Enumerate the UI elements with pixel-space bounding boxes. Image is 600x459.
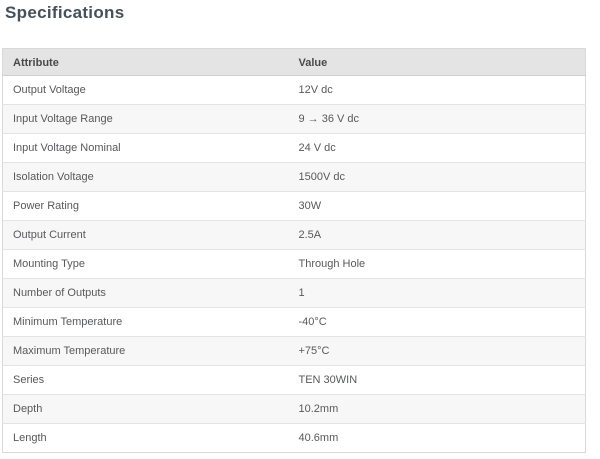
attribute-cell: Number of Outputs [3, 279, 289, 308]
attribute-cell: Minimum Temperature [3, 308, 289, 337]
table-header [3, 49, 586, 76]
value-cell: 2.5A [289, 221, 586, 250]
value-cell: 24 V dc [289, 134, 586, 163]
attribute-cell: Power Rating [3, 192, 289, 221]
attribute-cell: Length [3, 424, 289, 453]
table-row [3, 424, 586, 453]
specifications-table [2, 48, 586, 453]
attribute-cell: Depth [3, 395, 289, 424]
value-cell: 1 [289, 279, 586, 308]
attribute-cell: Isolation Voltage [3, 163, 289, 192]
value-column-header: Value [289, 49, 586, 76]
table-row [3, 105, 586, 134]
table-row [3, 337, 586, 366]
table-row [3, 221, 586, 250]
value-cell: 10.2mm [289, 395, 586, 424]
attribute-cell: Input Voltage Range [3, 105, 289, 134]
attribute-column-header: Attribute [3, 49, 289, 76]
attribute-cell: Maximum Temperature [3, 337, 289, 366]
header-row [3, 49, 586, 76]
value-cell: 1500V dc [289, 163, 586, 192]
table-row [3, 308, 586, 337]
attribute-cell: Input Voltage Nominal [3, 134, 289, 163]
page-title: Specifications [5, 3, 125, 22]
value-cell: TEN 30WIN [289, 366, 586, 395]
attribute-cell: Output Current [3, 221, 289, 250]
value-cell: Through Hole [289, 250, 586, 279]
attribute-cell: Output Voltage [3, 76, 289, 105]
spec-table-body [3, 76, 586, 453]
table-row [3, 76, 586, 105]
table-row [3, 134, 586, 163]
value-cell: +75°C [289, 337, 586, 366]
table-row [3, 395, 586, 424]
table-row [3, 192, 586, 221]
table-row [3, 366, 586, 395]
value-cell: 30W [289, 192, 586, 221]
attribute-cell: Mounting Type [3, 250, 289, 279]
value-cell: 40.6mm [289, 424, 586, 453]
value-cell: 9 → 36 V dc [289, 105, 586, 134]
attribute-cell: Series [3, 366, 289, 395]
value-cell: -40°C [289, 308, 586, 337]
table-row [3, 163, 586, 192]
table-row [3, 250, 586, 279]
value-cell: 12V dc [289, 76, 586, 105]
table-row [3, 279, 586, 308]
